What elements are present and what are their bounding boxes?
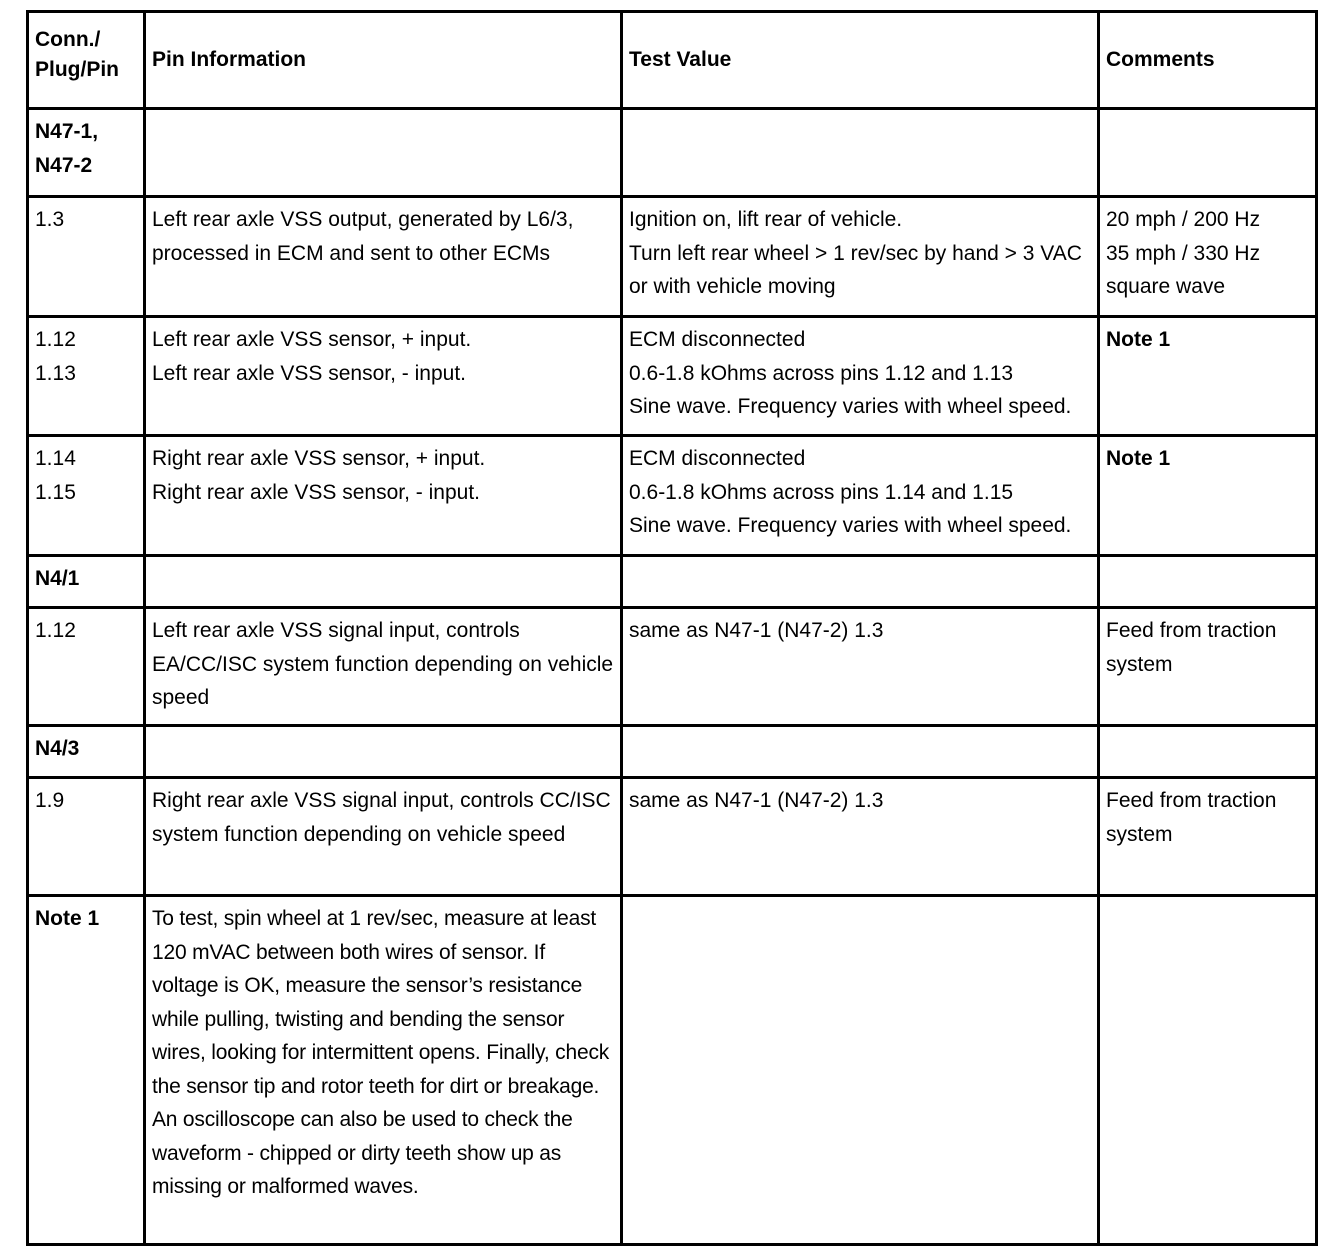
pin-cell (28, 436, 145, 556)
empty-cell (145, 556, 622, 608)
section-label-n4-1: N4/1 (28, 556, 145, 608)
note-label: Note 1 (28, 896, 145, 1245)
test-value-line: Sine wave. Frequency varies with wheel speed. (629, 395, 1072, 418)
table-row-n4-3-pin-1-9 (28, 778, 1317, 896)
test-value-line: Ignition on, lift rear of vehicle. (629, 208, 903, 231)
header-conn-line1: Conn./ (35, 28, 101, 51)
section-n47-line1: N47-1, (35, 120, 99, 143)
test-value-cell (622, 436, 1099, 556)
comment-line: square wave (1106, 275, 1226, 298)
table-row-note-1 (28, 896, 1317, 1245)
section-row-n4-3 (28, 726, 1317, 778)
section-row-n47 (28, 109, 1317, 197)
empty-cell (622, 726, 1099, 778)
section-n47-line2: N47-2 (35, 153, 93, 177)
pin-cell: 1.3 (28, 197, 145, 317)
table-header-row (28, 12, 1317, 109)
empty-cell (1099, 556, 1317, 608)
test-value-line: 0.6-1.8 kOhms across pins 1.14 and 1.15 (629, 480, 1014, 504)
test-value-cell: same as N47-1 (N47-2) 1.3 (622, 608, 1099, 726)
empty-cell (145, 726, 622, 778)
test-value-line: ECM disconnected (629, 328, 806, 351)
header-conn-plug-pin (28, 12, 145, 109)
pin-information-table (26, 10, 1318, 1246)
test-value-cell (622, 317, 1099, 436)
test-value-line: 0.6-1.8 kOhms across pins 1.12 and 1.13 (629, 361, 1014, 385)
comments-cell: Feed from traction system (1099, 608, 1317, 726)
pin-line: 1.14 (35, 447, 76, 470)
pin-cell: 1.9 (28, 778, 145, 896)
table-row-n4-1-pin-1-12 (28, 608, 1317, 726)
test-value-line: ECM disconnected (629, 447, 806, 470)
empty-cell (622, 896, 1099, 1245)
section-label-n47 (28, 109, 145, 197)
pin-line: 1.12 (35, 328, 76, 351)
comments-cell: Note 1 (1099, 317, 1317, 436)
empty-cell (1099, 726, 1317, 778)
pin-line: 1.13 (35, 361, 76, 385)
test-value-line: Sine wave. Frequency varies with wheel speed. (629, 514, 1072, 537)
pin-info-line: Left rear axle VSS sensor, - input. (152, 361, 466, 385)
pin-cell: 1.12 (28, 608, 145, 726)
header-comments: Comments (1099, 12, 1317, 109)
pin-info-line: Left rear axle VSS sensor, + input. (152, 328, 472, 351)
pin-info-cell (145, 436, 622, 556)
comments-cell (1099, 197, 1317, 317)
pin-info-cell: Left rear axle VSS output, generated by L6/3, processed in ECM and sent to other ECMs (145, 197, 622, 317)
test-value-cell (622, 197, 1099, 317)
test-value-cell: same as N47-1 (N47-2) 1.3 (622, 778, 1099, 896)
empty-cell (622, 556, 1099, 608)
comments-cell: Feed from traction system (1099, 778, 1317, 896)
empty-cell (1099, 896, 1317, 1245)
pin-info-cell: Left rear axle VSS signal input, controls EA/CC/ISC system function depending on vehicle speed (145, 608, 622, 726)
pin-info-line: Right rear axle VSS sensor, - input. (152, 480, 480, 504)
empty-cell (622, 109, 1099, 197)
pin-info-line: Right rear axle VSS sensor, + input. (152, 447, 486, 470)
table-row-pin-1-3 (28, 197, 1317, 317)
section-label-n4-3: N4/3 (28, 726, 145, 778)
comments-cell: Note 1 (1099, 436, 1317, 556)
pin-info-cell (145, 317, 622, 436)
pin-cell (28, 317, 145, 436)
pin-line: 1.15 (35, 480, 76, 504)
test-value-line: Turn left rear wheel > 1 rev/sec by hand > 3 VAC or with vehicle moving (629, 241, 1082, 298)
comment-line: 35 mph / 330 Hz (1106, 241, 1261, 265)
pin-info-cell: Right rear axle VSS signal input, controls CC/ISC system function depending on vehicle speed (145, 778, 622, 896)
table-row-pin-1-12-1-13 (28, 317, 1317, 436)
empty-cell (145, 109, 622, 197)
empty-cell (1099, 109, 1317, 197)
table-row-pin-1-14-1-15 (28, 436, 1317, 556)
header-test-value: Test Value (622, 12, 1099, 109)
section-row-n4-1 (28, 556, 1317, 608)
header-conn-line2: Plug/Pin (35, 58, 119, 81)
header-pin-information: Pin Information (145, 12, 622, 109)
comment-line: 20 mph / 200 Hz (1106, 208, 1261, 231)
note-text: To test, spin wheel at 1 rev/sec, measure at least 120 mVAC between both wires of sensor. If voltage is OK, measure the sensor’s resistance while pulling, twisting and bending the sensor wires, looking for intermittent opens. Finally, check the sensor tip and rotor teeth for dirt or breakage. An oscilloscope can also be used to check the waveform - chipped or dirty teeth show up as missing or malformed waves. (145, 896, 622, 1245)
